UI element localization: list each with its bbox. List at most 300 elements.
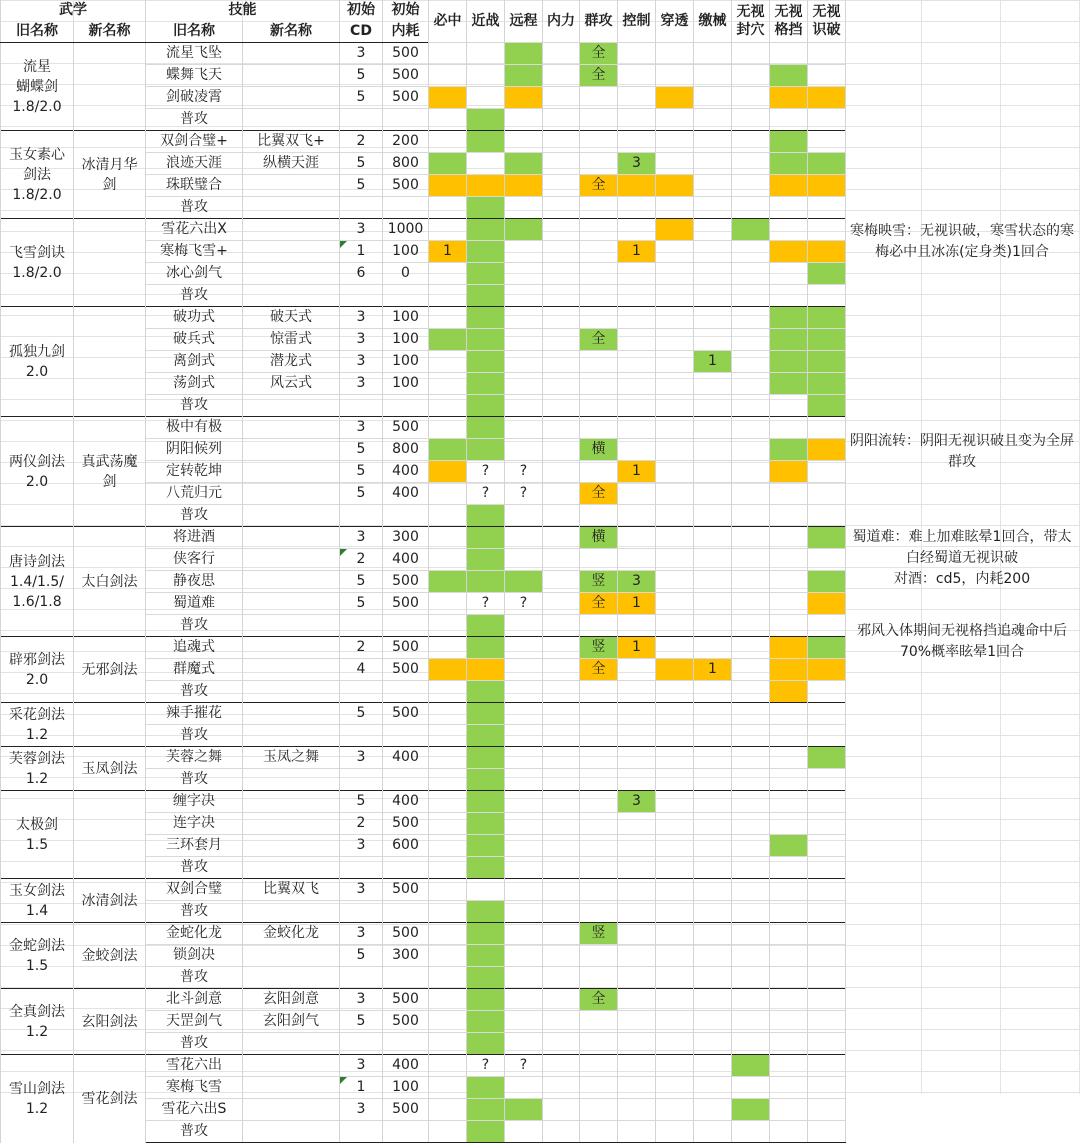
flag-jiaoxie: 1 (694, 351, 732, 373)
skill-old-name: 阴阳候列 (146, 439, 243, 461)
flag-bizhong (429, 461, 467, 483)
flag-neili (543, 351, 580, 373)
skill-cd (340, 615, 383, 637)
flag-wushi-shipo (808, 1011, 846, 1033)
flag-jiaoxie (694, 131, 732, 153)
flag-yuancheng (505, 813, 543, 835)
flag-bizhong: 1 (429, 241, 467, 263)
skill-new-name (243, 505, 340, 527)
skill-cd: 5 (340, 461, 383, 483)
flag-wushi-fengxue (732, 593, 770, 615)
flag-bizhong (429, 417, 467, 439)
flag-jiaoxie (694, 615, 732, 637)
flag-qungong (580, 285, 618, 307)
flag-bizhong (429, 813, 467, 835)
flag-yuancheng (505, 835, 543, 857)
skill-old-name: 群魔式 (146, 659, 243, 681)
skill-mp: 300 (383, 527, 429, 549)
flag-chuantou (656, 901, 694, 923)
flag-jiaoxie (694, 527, 732, 549)
flag-chuantou (656, 175, 694, 197)
flag-qungong (580, 395, 618, 417)
flag-wushi-gedang (770, 483, 808, 505)
table-row (1, 791, 846, 813)
flag-jiaoxie (694, 1055, 732, 1077)
flag-wushi-shipo (808, 637, 846, 659)
flag-bizhong (429, 1011, 467, 1033)
skill-cd: 3 (340, 1099, 383, 1121)
flag-neili (543, 747, 580, 769)
skill-new-name (243, 285, 340, 307)
flag-wushi-fengxue (732, 395, 770, 417)
flag-wushi-fengxue (732, 1055, 770, 1077)
skill-old-name: 三环套月 (146, 835, 243, 857)
flag-wushi-gedang (770, 549, 808, 571)
skill-mp: 1000 (383, 219, 429, 241)
wuxue-new-name (74, 307, 146, 417)
wuxue-old-name: 芙蓉剑法 1.2 (1, 747, 74, 791)
skill-new-name: 潜龙式 (243, 351, 340, 373)
skill-cd: 5 (340, 703, 383, 725)
flag-jiaoxie (694, 483, 732, 505)
wuxue-new-name: 玉凤剑法 (74, 747, 146, 791)
flag-neili (543, 703, 580, 725)
wuxue-old-name: 采花剑法 1.2 (1, 703, 74, 747)
skill-mp: 500 (383, 703, 429, 725)
flag-wushi-fengxue (732, 483, 770, 505)
skill-old-name: 剑破凌霄 (146, 87, 243, 109)
flag-bizhong (429, 989, 467, 1011)
flag-wushi-fengxue (732, 813, 770, 835)
flag-jinzhan (467, 285, 505, 307)
flag-wushi-gedang (770, 703, 808, 725)
table-row (1, 703, 846, 725)
skill-mp (383, 1033, 429, 1055)
wuxue-old-name: 唐诗剑法 1.4/1.5/ 1.6/1.8 (1, 527, 74, 637)
flag-neili (543, 197, 580, 219)
flag-yuancheng (505, 527, 543, 549)
flag-yuancheng (505, 439, 543, 461)
flag-kongzhi (618, 769, 656, 791)
skill-new-name: 玉凤之舞 (243, 747, 340, 769)
skill-cd (340, 109, 383, 131)
wuxue-old-name: 雪山剑法 1.2 (1, 1055, 74, 1143)
skill-mp: 400 (383, 747, 429, 769)
flag-chuantou (656, 417, 694, 439)
flag-chuantou (656, 1099, 694, 1121)
skill-old-name: 普攻 (146, 395, 243, 417)
skill-old-name: 金蛇化龙 (146, 923, 243, 945)
flag-yuancheng (505, 967, 543, 989)
comment-marker-icon (340, 549, 347, 556)
flag-kongzhi (618, 505, 656, 527)
flag-jiaoxie (694, 175, 732, 197)
skill-old-name: 雪花六出S (146, 1099, 243, 1121)
wuxue-old-name: 两仪剑法 2.0 (1, 417, 74, 527)
flag-bizhong (429, 527, 467, 549)
flag-qungong (580, 857, 618, 879)
flag-wushi-gedang (770, 1077, 808, 1099)
skill-mp (383, 857, 429, 879)
flag-wushi-gedang (770, 769, 808, 791)
flag-wushi-fengxue (732, 1077, 770, 1099)
skill-mp (383, 395, 429, 417)
flag-jiaoxie (694, 945, 732, 967)
table-row (1, 527, 846, 549)
flag-kongzhi (618, 615, 656, 637)
flag-kongzhi (618, 483, 656, 505)
flag-wushi-gedang (770, 197, 808, 219)
skill-new-name (243, 197, 340, 219)
header-skill-new: 新名称 (243, 21, 340, 43)
flag-yuancheng (505, 307, 543, 329)
flag-yuancheng (505, 109, 543, 131)
skill-cd (340, 1121, 383, 1143)
flag-jiaoxie (694, 43, 732, 65)
skill-new-name (243, 1033, 340, 1055)
flag-wushi-shipo (808, 813, 846, 835)
flag-wushi-gedang (770, 1055, 808, 1077)
skill-cd: 5 (340, 87, 383, 109)
skill-old-name: 定转乾坤 (146, 461, 243, 483)
skill-new-name (243, 483, 340, 505)
flag-neili (543, 439, 580, 461)
flag-neili (543, 637, 580, 659)
flag-bizhong (429, 879, 467, 901)
flag-wushi-fengxue (732, 417, 770, 439)
flag-wushi-gedang (770, 329, 808, 351)
skill-cd: 2 (340, 131, 383, 153)
comment-marker-icon (340, 241, 347, 248)
flag-wushi-gedang (770, 1033, 808, 1055)
flag-wushi-gedang (770, 967, 808, 989)
flag-qungong (580, 307, 618, 329)
flag-bizhong (429, 109, 467, 131)
flag-qungong (580, 505, 618, 527)
skill-cd: 5 (340, 153, 383, 175)
table-row (1, 879, 846, 901)
flag-kongzhi (618, 65, 656, 87)
skill-cd: 3 (340, 307, 383, 329)
flag-yuancheng (505, 879, 543, 901)
header-mp-bottom: 内耗 (383, 21, 429, 43)
skill-old-name: 极中有极 (146, 417, 243, 439)
flag-qungong (580, 835, 618, 857)
flag-neili (543, 505, 580, 527)
flag-wushi-shipo (808, 461, 846, 483)
flag-qungong: 全 (580, 175, 618, 197)
flag-neili (543, 945, 580, 967)
flag-wushi-shipo (808, 725, 846, 747)
flag-neili (543, 1033, 580, 1055)
skill-cd (340, 505, 383, 527)
skill-new-name (243, 439, 340, 461)
skill-new-name: 比翼双飞+ (243, 131, 340, 153)
skill-old-name: 天罡剑气 (146, 1011, 243, 1033)
flag-wushi-gedang (770, 43, 808, 65)
flag-qungong (580, 373, 618, 395)
flag-kongzhi (618, 901, 656, 923)
flag-wushi-shipo (808, 1077, 846, 1099)
flag-jiaoxie (694, 571, 732, 593)
flag-kongzhi (618, 989, 656, 1011)
flag-qungong (580, 109, 618, 131)
skill-mp: 100 (383, 307, 429, 329)
flag-kongzhi: 1 (618, 637, 656, 659)
skill-old-name: 离剑式 (146, 351, 243, 373)
skill-old-name: 八荒归元 (146, 483, 243, 505)
flag-kongzhi (618, 219, 656, 241)
flag-yuancheng (505, 747, 543, 769)
skill-new-name (243, 87, 340, 109)
note-hanmei: 寒梅映雪：无视识破，寒雪状态的寒梅必中且冰冻(定身类)1回合 (850, 223, 1074, 260)
skill-new-name (243, 263, 340, 285)
flag-kongzhi: 1 (618, 461, 656, 483)
skill-new-name: 破天式 (243, 307, 340, 329)
flag-jiaoxie (694, 263, 732, 285)
flag-yuancheng (505, 1077, 543, 1099)
flag-chuantou (656, 659, 694, 681)
flag-yuancheng (505, 373, 543, 395)
flag-neili (543, 109, 580, 131)
flag-kongzhi (618, 131, 656, 153)
flag-neili (543, 527, 580, 549)
header-row-1 (1, 0, 846, 21)
skill-new-name (243, 1077, 340, 1099)
skill-new-name (243, 791, 340, 813)
flag-wushi-gedang (770, 659, 808, 681)
flag-wushi-gedang (770, 615, 808, 637)
wuxue-old-name: 孤独九剑 2.0 (1, 307, 74, 417)
flag-kongzhi (618, 703, 656, 725)
flag-bizhong (429, 659, 467, 681)
flag-bizhong (429, 43, 467, 65)
flag-qungong (580, 549, 618, 571)
skill-mp: 300 (383, 945, 429, 967)
flag-jinzhan (467, 813, 505, 835)
flag-neili (543, 923, 580, 945)
skill-cd: 5 (340, 175, 383, 197)
flag-wushi-fengxue (732, 307, 770, 329)
flag-chuantou (656, 505, 694, 527)
flag-wushi-gedang (770, 681, 808, 703)
table-row (1, 1055, 846, 1077)
skill-mp: 500 (383, 43, 429, 65)
flag-wushi-shipo (808, 351, 846, 373)
flag-qungong (580, 351, 618, 373)
skill-cd (340, 725, 383, 747)
skill-cd (340, 1033, 383, 1055)
flag-wushi-shipo (808, 197, 846, 219)
flag-wushi-fengxue (732, 1011, 770, 1033)
flag-kongzhi (618, 307, 656, 329)
skill-new-name: 比翼双飞 (243, 879, 340, 901)
flag-kongzhi (618, 1099, 656, 1121)
flag-neili (543, 373, 580, 395)
skill-new-name: 惊雷式 (243, 329, 340, 351)
flag-neili (543, 461, 580, 483)
flag-yuancheng (505, 725, 543, 747)
flag-kongzhi (618, 87, 656, 109)
skill-mp: 400 (383, 483, 429, 505)
flag-neili (543, 857, 580, 879)
flag-kongzhi (618, 967, 656, 989)
flag-jinzhan (467, 945, 505, 967)
flag-qungong: 竖 (580, 571, 618, 593)
flag-jinzhan (467, 43, 505, 65)
flag-neili (543, 153, 580, 175)
flag-qungong: 竖 (580, 923, 618, 945)
header-jinzhan: 近战 (467, 0, 505, 43)
flag-wushi-shipo (808, 1121, 846, 1143)
flag-wushi-fengxue (732, 769, 770, 791)
flag-neili (543, 1099, 580, 1121)
flag-bizhong (429, 219, 467, 241)
flag-kongzhi (618, 747, 656, 769)
skill-mp: 500 (383, 659, 429, 681)
header-jiaoxie: 缴械 (694, 0, 732, 43)
flag-bizhong (429, 967, 467, 989)
header-bizhong: 必中 (429, 0, 467, 43)
flag-bizhong (429, 307, 467, 329)
flag-qungong (580, 791, 618, 813)
flag-jiaoxie (694, 241, 732, 263)
skill-old-name: 普攻 (146, 725, 243, 747)
flag-neili (543, 659, 580, 681)
skill-new-name (243, 681, 340, 703)
flag-kongzhi (618, 417, 656, 439)
flag-wushi-fengxue (732, 219, 770, 241)
flag-jinzhan (467, 307, 505, 329)
flag-kongzhi (618, 923, 656, 945)
flag-jinzhan (467, 329, 505, 351)
flag-wushi-gedang (770, 593, 808, 615)
flag-wushi-fengxue (732, 901, 770, 923)
flag-jiaoxie (694, 989, 732, 1011)
flag-wushi-fengxue (732, 923, 770, 945)
skill-mp: 500 (383, 65, 429, 87)
flag-jinzhan (467, 681, 505, 703)
flag-qungong (580, 461, 618, 483)
header-kongzhi: 控制 (618, 0, 656, 43)
flag-wushi-gedang (770, 1121, 808, 1143)
flag-jiaoxie (694, 703, 732, 725)
skill-cd: 3 (340, 923, 383, 945)
flag-chuantou (656, 373, 694, 395)
flag-jiaoxie (694, 417, 732, 439)
skill-new-name (243, 1099, 340, 1121)
skill-new-name (243, 703, 340, 725)
wuxue-old-name: 金蛇剑法 1.5 (1, 923, 74, 989)
flag-kongzhi (618, 725, 656, 747)
flag-chuantou (656, 1077, 694, 1099)
flag-wushi-gedang (770, 109, 808, 131)
flag-wushi-shipo (808, 241, 846, 263)
skill-mp: 100 (383, 329, 429, 351)
skill-old-name: 北斗剑意 (146, 989, 243, 1011)
flag-wushi-fengxue (732, 505, 770, 527)
flag-wushi-fengxue (732, 131, 770, 153)
skill-cd: 3 (340, 329, 383, 351)
flag-wushi-fengxue (732, 725, 770, 747)
flag-neili (543, 329, 580, 351)
flag-neili (543, 593, 580, 615)
flag-jiaoxie (694, 65, 732, 87)
skill-old-name: 破兵式 (146, 329, 243, 351)
flag-wushi-fengxue (732, 989, 770, 1011)
flag-wushi-gedang (770, 879, 808, 901)
flag-yuancheng (505, 637, 543, 659)
flag-bizhong (429, 747, 467, 769)
flag-qungong (580, 769, 618, 791)
skill-old-name: 破功式 (146, 307, 243, 329)
flag-bizhong (429, 197, 467, 219)
skill-new-name: 玄阳剑气 (243, 1011, 340, 1033)
skill-mp: 500 (383, 87, 429, 109)
flag-jiaoxie (694, 285, 732, 307)
header-cd-bottom: CD (340, 21, 383, 43)
flag-wushi-fengxue (732, 1099, 770, 1121)
skill-mp: 500 (383, 175, 429, 197)
flag-jiaoxie (694, 769, 732, 791)
flag-wushi-gedang (770, 835, 808, 857)
flag-jiaoxie (694, 747, 732, 769)
flag-qungong (580, 197, 618, 219)
flag-wushi-shipo (808, 945, 846, 967)
flag-neili (543, 769, 580, 791)
table-row (1, 219, 846, 241)
skill-old-name: 蜀道难 (146, 593, 243, 615)
flag-jinzhan (467, 549, 505, 571)
flag-jiaoxie (694, 879, 732, 901)
flag-kongzhi (618, 1011, 656, 1033)
flag-jinzhan (467, 131, 505, 153)
flag-jiaoxie (694, 109, 732, 131)
skill-mp (383, 1121, 429, 1143)
flag-jinzhan (467, 241, 505, 263)
flag-bizhong (429, 901, 467, 923)
skill-mp: 500 (383, 571, 429, 593)
flag-neili (543, 395, 580, 417)
flag-qungong (580, 901, 618, 923)
flag-chuantou (656, 769, 694, 791)
skill-cd: 3 (340, 43, 383, 65)
flag-kongzhi (618, 439, 656, 461)
flag-yuancheng (505, 43, 543, 65)
skill-mp: 500 (383, 1099, 429, 1121)
skill-mp: 0 (383, 263, 429, 285)
flag-yuancheng (505, 571, 543, 593)
flag-jiaoxie (694, 197, 732, 219)
flag-wushi-fengxue (732, 637, 770, 659)
flag-wushi-fengxue (732, 791, 770, 813)
header-old-name: 旧名称 (1, 21, 74, 43)
header-jineng: 技能 (146, 0, 340, 21)
flag-wushi-fengxue (732, 879, 770, 901)
table-row (1, 923, 846, 945)
flag-wushi-fengxue (732, 615, 770, 637)
flag-neili (543, 549, 580, 571)
note-duijiu: 对酒：cd5，内耗200 (893, 571, 1031, 587)
flag-jiaoxie (694, 813, 732, 835)
flag-wushi-gedang (770, 725, 808, 747)
flag-chuantou (656, 923, 694, 945)
flag-yuancheng (505, 285, 543, 307)
flag-qungong (580, 703, 618, 725)
note-yinyang: 阴阳流转：阴阳无视识破且变为全屏群攻 (850, 433, 1074, 470)
flag-neili (543, 725, 580, 747)
flag-yuancheng (505, 681, 543, 703)
